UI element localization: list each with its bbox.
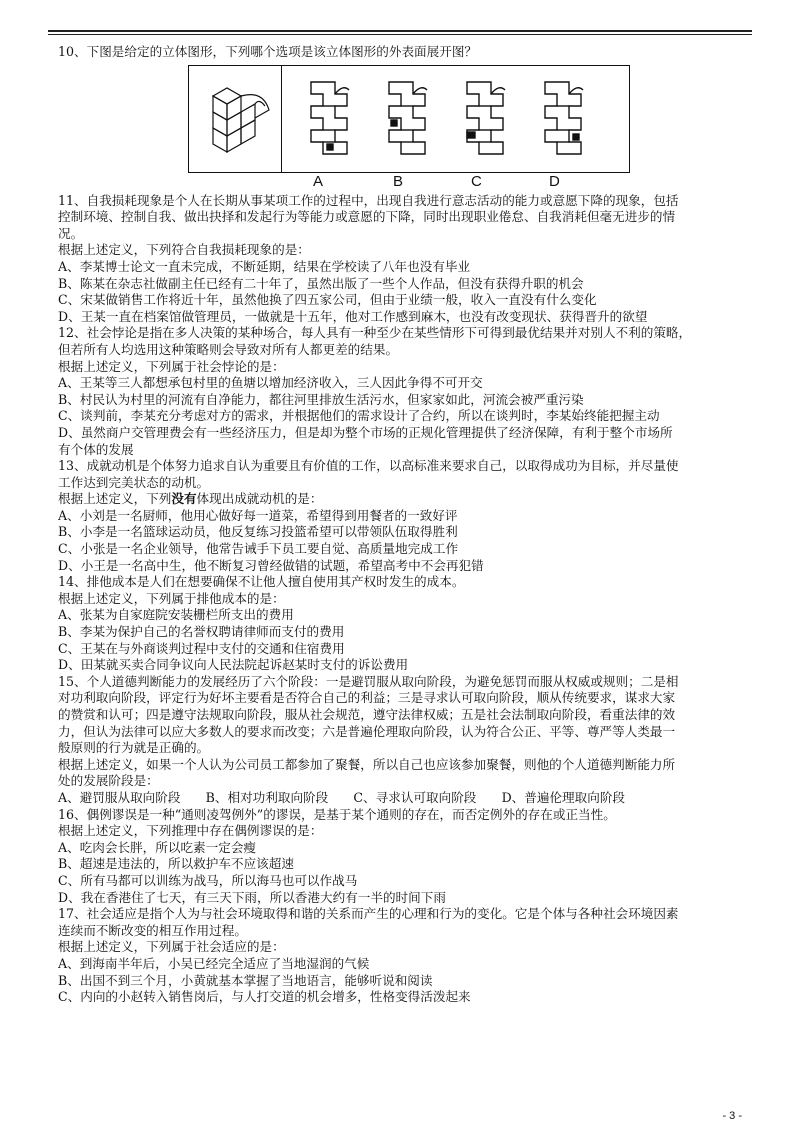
q12-line: 但若所有人均选用这种策略则会导致对所有人都更差的结果。	[58, 341, 399, 357]
q13-question-suffix: 体现出成就动机的是：	[196, 491, 323, 507]
q14-option-a: A、张某为自家庭院安装栅栏所支出的费用	[58, 607, 294, 623]
q13-question-prefix: 根据上述定义，下列	[58, 491, 172, 507]
question-17	[58, 906, 748, 1006]
figure-divider	[281, 66, 282, 172]
q12-option-a: A、王某等三人都想承包村里的鱼塘以增加经济收入，三人因此争得不可开交	[58, 375, 483, 391]
q16-option-b: B、超速是违法的，所以救护车不应该超速	[58, 856, 294, 872]
q16-option-c: C、所有马都可以训练为战马，所以海马也可以作战马	[58, 872, 358, 888]
q11-line: 根据上述定义，下列符合自我损耗现象的是：	[58, 242, 310, 258]
q10-stem: 10、下图是给定的立体图形，下列哪个选项是该立体图形的外表面展开图？	[58, 44, 478, 59]
q11-line: 11、自我损耗现象是个人在长期从事某项工作的过程中，出现自我进行意志活动的能力或意愿下降的现象，包括	[58, 192, 679, 208]
q12-option-d: D、虽然商户交管理费会有一些经济压力，但是却为整个市场的正规化管理提供了经济保障，有利于整个市场所	[58, 424, 673, 440]
question-16	[58, 807, 748, 907]
q13-option-b: B、小李是一名篮球运动员，他反复练习投篮希望可以带领队伍取得胜利	[58, 524, 458, 540]
q16-option-a: A、吃肉会长胖，所以吃素一定会瘦	[58, 839, 257, 855]
q13-line: 13、成就动机是个体努力追求自认为重要且有价值的工作，以高标准来要求自己，以取得成功为目标，并尽量使	[58, 458, 679, 474]
header-rule	[48, 30, 752, 32]
q15-line: 处的发展阶段是：	[58, 773, 159, 789]
q15-line: 般原则的行为就是正确的。	[58, 740, 210, 756]
question-13	[58, 458, 748, 574]
q17-option-b: B、出国不到三个月，小黄就基本掌握了当地语言，能够听说和阅读	[58, 972, 433, 988]
q15-line: 对功利取向阶段，评定行为好坏主要看是否符合自己的利益；三是寻求认可取向阶段，顺从传统要求，谋求大家	[58, 690, 676, 706]
q11-line: 况。	[58, 225, 84, 241]
q11-option-a: A、李某博士论文一直未完成，不断延期，结果在学校读了八年也没有毕业	[58, 258, 471, 274]
page-content	[58, 44, 748, 1006]
q16-option-d: D、我在香港住了七天，有三天下雨，所以香港大约有一半的时间下雨	[58, 889, 446, 905]
question-15	[58, 674, 748, 807]
question-14	[58, 574, 748, 674]
question-12	[58, 325, 748, 458]
page-number: - 3 -	[722, 1110, 742, 1122]
q17-line: 连续而不断改变的相互作用过程。	[58, 922, 247, 938]
net-option-b	[389, 82, 427, 154]
q13-option-c: C、小张是一名企业领导，他常告诫手下员工要自觉、高质量地完成工作	[58, 541, 459, 557]
q10-figure	[188, 65, 630, 190]
q15-line: 15、个人道德判断能力的发展经历了六个阶段：一是避罚服从取向阶段，为避免惩罚而服从权威或规则；二是相	[58, 673, 679, 689]
net-option-c	[467, 82, 505, 154]
q13-question-emphasis: 没有	[171, 491, 197, 507]
q11-option-b: B、陈某在杂志社做副主任已经有二十年了，虽然出版了一些个人作品，但没有获得升职的机会	[58, 275, 584, 291]
q12-line: 根据上述定义，下列属于社会悖论的是：	[58, 358, 285, 374]
q11-option-d: D、王某一直在档案馆做管理员，一做就是十五年，他对工作感到麻木，也没有改变现状、获得晋升的欲望	[58, 308, 648, 324]
question-11	[58, 193, 748, 326]
q11-line: 控制环境、控制自我、做出抉择和发起行为等能力或意愿的下降，同时出现职业倦怠、自我消耗但毫无进步的情	[58, 209, 676, 225]
q15-options: A、避罚服从取向阶段 B、相对功利取向阶段 C、寻求认可取向阶段 D、普遍伦理取向阶段	[58, 789, 626, 805]
option-label-a: A	[313, 172, 324, 190]
q14-line: 14、排他成本是人们在想要确保不让他人擅自使用其产权时发生的成本。	[58, 574, 465, 590]
q12-option-d-cont: 有个体的发展	[58, 441, 134, 457]
cube-solid-figure	[189, 66, 281, 172]
q17-option-a: A、到海南半年后，小吴已经完全适应了当地湿润的气候	[58, 955, 370, 971]
net-options	[283, 66, 627, 172]
q17-line: 根据上述定义，下列属于社会适应的是：	[58, 939, 285, 955]
net-option-a	[311, 82, 349, 154]
q14-line: 根据上述定义，下列属于排他成本的是：	[58, 590, 285, 606]
option-label-b: B	[393, 172, 404, 190]
q12-line: 12、社会悖论是指在多人决策的某种场合，每人具有一种至少在某些情形下可得到最优结果并对别人不利的策略，	[58, 325, 692, 341]
option-label-d: D	[549, 172, 560, 190]
q14-option-c: C、王某在与外商谈判过程中支付的交通和住宿费用	[58, 640, 345, 656]
q14-option-d: D、田某就买卖合同争议向人民法院起诉赵某时支付的诉讼费用	[58, 657, 409, 673]
q15-line: 的赞赏和认可；四是遵守法规取向阶段，服从社会规范，遵守法律权威；五是社会法制取向阶段，看重法律的效	[58, 707, 676, 722]
q12-option-b: B、村民认为村里的河流有自净能力，都往河里排放生活污水，但家家如此，河流会被严重污染	[58, 391, 584, 407]
q13-option-a: A、小刘是一名厨师，他用心做好每一道菜，希望得到用餐者的一致好评	[58, 507, 458, 523]
q13-line: 工作达到完美状态的动机。	[58, 474, 210, 490]
q16-line: 16、偶例谬误是一种“通则凌驾例外”的谬误，是基于某个通则的存在，而否定例外的存在或正当性。	[58, 806, 616, 822]
q15-line: 力，但认为法律可以应大多数人的要求而改变；六是普遍伦理取向阶段，认为符合公正、平等、尊严等人类最一	[58, 723, 676, 739]
net-option-d	[545, 82, 583, 154]
q16-line: 根据上述定义，下列推理中存在偶例谬误的是：	[58, 823, 323, 839]
option-label-c: C	[471, 172, 482, 190]
q13-option-d: D、小王是一名高中生，他不断复习曾经做错的试题，希望高考中不会再犯错	[58, 557, 484, 573]
q13-question	[58, 491, 748, 508]
header-rule-thin	[48, 34, 752, 35]
q17-option-c: C、内向的小赵转入销售岗后，与人打交道的机会增多，性格变得活泼起来	[58, 989, 471, 1005]
q14-option-b: B、李某为保护自己的名誉权聘请律师而支付的费用	[58, 624, 345, 640]
q12-option-c: C、谈判前，李某充分考虑对方的需求，并根据他们的需求设计了合约，所以在谈判时，李某始终能把握主动	[58, 408, 660, 424]
q11-option-c: C、宋某做销售工作将近十年，虽然他换了四五家公司，但由于业绩一般，收入一直没有什么变化	[58, 292, 597, 308]
q15-line: 根据上述定义，如果一个人认为公司员工都参加了聚餐，所以自己也应该参加聚餐，则他的个人道德判断能力所	[58, 756, 676, 772]
q17-line: 17、社会适应是指个人为与社会环境取得和谐的关系而产生的心理和行为的变化。它是个体与各种社会环境因素	[58, 906, 679, 922]
